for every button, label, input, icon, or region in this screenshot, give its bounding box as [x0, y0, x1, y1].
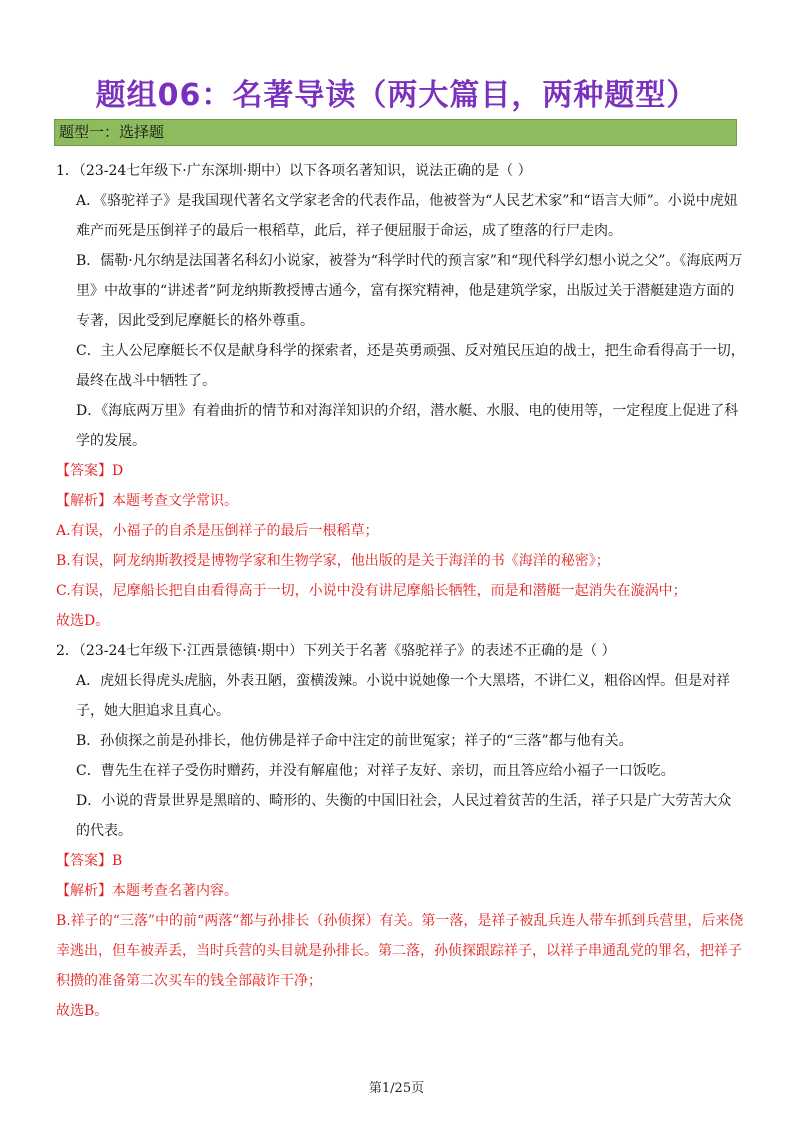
- q1-explanation-b: B.有误，阿龙纳斯教授是博物学家和生物学家，他出版的是关于海洋的书《海洋的秘密》；: [56, 553, 610, 569]
- q2-explanation-3: 积攒的准备第二次买车的钱全部敲诈干净；: [56, 973, 322, 989]
- q1-option-d: D．《海底两万里》有着曲折的情节和对海洋知识的介绍，潜水艇、水服、电的使用等，一定程度上促进了科: [76, 403, 739, 419]
- q1-explanation-a: A.有误，小福子的自杀是压倒祥子的最后一根稻草；: [56, 523, 379, 539]
- q2-answer: [56, 846, 746, 876]
- q2-option-d: D．小说的背景世界是黑暗的、畸形的、失衡的中国旧社会，人民过着贫苦的生活，祥子只是广大劳苦大众: [76, 793, 732, 809]
- q2-analysis: [56, 876, 746, 906]
- analysis-tag: 【解析】: [56, 493, 112, 509]
- q2-option-b: B．孙侦探之前是孙排长，他仿佛是祥子命中注定的前世冤家；祥子的“三落”都与他有关。: [76, 733, 633, 749]
- q1-option-a-cont: 难产而死是压倒祥子的最后一根稻草，此后，祥子便屈服于命运，成了堕落的行尸走肉。: [76, 223, 622, 239]
- page-number: 第1/25页: [368, 1081, 425, 1096]
- q1-conclusion: 故选D。: [56, 613, 110, 629]
- q2-conclusion: 故选B。: [56, 1003, 109, 1019]
- analysis-text: 本题考查文学常识。: [112, 493, 238, 509]
- q1-option-b-cont2: 专著，因此受到尼摩艇长的格外尊重。: [76, 313, 314, 329]
- q2-option-a-cont: 子，她大胆追求且真心。: [76, 703, 230, 719]
- q2-option-d-cont: 的代表。: [76, 823, 132, 839]
- q1-option-c-cont: 最终在战斗中牺牲了。: [76, 373, 216, 389]
- q2-explanation-1: B.祥子的“三落”中的前“两落”都与孙排长（孙侦探）有关。第一落，是祥子被乱兵连人带车抓到兵营里，后来侥: [56, 913, 744, 929]
- q1-option-b: B．儒勒·凡尔纳是法国著名科幻小说家，被誉为“科学时代的预言家”和“现代科学幻想小说之父”。《海底两万: [76, 253, 743, 269]
- q2-option-c: C．曹先生在祥子受伤时赠药，并没有解雇他；对祥子友好、亲切，而且答应给小福子一口饭吃。: [76, 763, 675, 779]
- q1-option-b-cont: 里》中故事的“讲述者”阿龙纳斯教授博古通今，富有探究精神，他是建筑学家，出版过关于潜艇建造方面的: [76, 283, 735, 299]
- question-2-stem: 2．（23-24七年级下·江西景德镇·期中）下列关于名著《骆驼祥子》的表述不正确的是（ ）: [56, 643, 616, 659]
- question-1-stem: 1．（23-24七年级下·广东深圳·期中）以下各项名著知识，说法正确的是（ ）: [56, 163, 532, 179]
- q1-analysis: [56, 486, 746, 516]
- q1-option-a: A．《骆驼祥子》是我国现代著名文学家老舍的代表作品，他被誉为“人民艺术家”和“语言大师”。小说中虎妞: [76, 193, 738, 209]
- answer-tag: 【答案】: [56, 853, 112, 869]
- question-content: [56, 156, 746, 1026]
- page-title: 题组06：名著导读（两大篇目，两种题型）: [95, 78, 698, 113]
- answer-value: D: [112, 463, 124, 479]
- analysis-tag: 【解析】: [56, 883, 112, 899]
- q1-explanation-c: C.有误，尼摩船长把自由看得高于一切，小说中没有讲尼摩船长牺牲，而是和潜艇一起消失在漩涡中；: [56, 583, 687, 599]
- q1-option-c: C．主人公尼摩艇长不仅是献身科学的探索者，还是英勇顽强、反对殖民压迫的战士，把生命看得高于一切，: [76, 343, 745, 359]
- q1-answer: [56, 456, 746, 486]
- q2-option-a: A．虎妞长得虎头虎脑，外表丑陋，蛮横泼辣。小说中说她像一个大黑塔，不讲仁义，粗俗凶悍。但是对祥: [76, 673, 731, 689]
- q1-option-d-cont: 学的发展。: [76, 433, 146, 449]
- analysis-text: 本题考查名著内容。: [112, 883, 238, 899]
- answer-value: B: [112, 853, 123, 869]
- section-heading: 题型一：选择题: [54, 119, 737, 146]
- answer-tag: 【答案】: [56, 463, 112, 479]
- q2-explanation-2: 幸逃出，但车被弄丢，当时兵营的头目就是孙排长。第二落，孙侦探跟踪祥子，以祥子串通乱党的罪名，把祥子: [56, 943, 742, 959]
